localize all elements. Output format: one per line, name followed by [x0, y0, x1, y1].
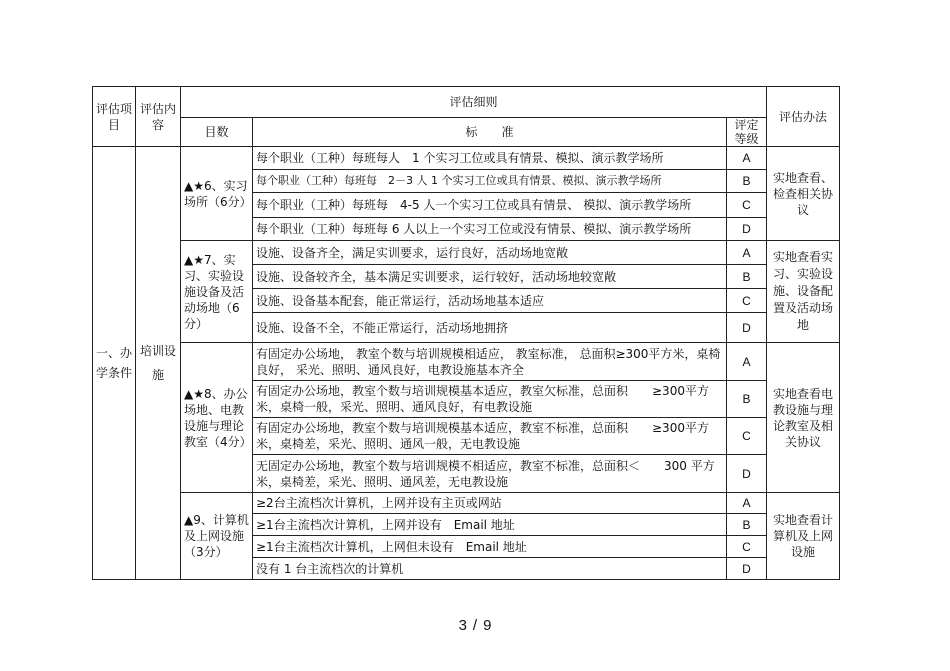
- standard-text: 设施、设备较齐全，基本满足实训要求，运行较好，活动场地较宽敞: [253, 265, 727, 289]
- standard-text: 每个职业（工种）每班每 4-5 人一个实习工位或具有情景、 模拟、演示教学场所: [253, 193, 727, 218]
- standard-text: 有固定办公场地，教室个数与培训规模基本适应，教室不标准，总面积 ≥300平方米，桌椅差，采光、照明、通风一般，无电教设施: [253, 418, 727, 455]
- item-cell: ▲★7、实习、实验设施设备及活动场地（6分）: [181, 241, 253, 343]
- standard-text: 每个职业（工种）每班每 2－3 人 1 个实习工位或具有情景、模拟、演示教学场所: [253, 170, 727, 193]
- standard-text: 设施、设备齐全，满足实训要求，运行良好，活动场地宽敞: [253, 241, 727, 265]
- grade-cell: B: [727, 514, 767, 536]
- standard-text: 每个职业（工种）每班每人 1 个实习工位或具有情景、模拟、演示教学场所: [253, 147, 727, 170]
- standard-text: 有固定办公场地， 教室个数与培训规模相适应， 教室标准， 总面积≥300平方米，桌椅良好， 采光、照明、通风良好，电教设施基本齐全: [253, 343, 727, 381]
- standard-text: ≥1台主流档次计算机，上网并设有 Email 地址: [253, 514, 727, 536]
- grade-cell: A: [727, 241, 767, 265]
- header-content: 评估内容: [136, 87, 181, 147]
- grade-cell: B: [727, 170, 767, 193]
- page-separator: /: [472, 617, 478, 634]
- standard-text: 设施、设备不全，不能正常运行，活动场地拥挤: [253, 313, 727, 343]
- method-cell: 实地查看电教设施与理论教室及相关协议: [767, 343, 840, 493]
- item-cell: ▲★6、实习场所（6分）: [181, 147, 253, 241]
- item-cell: ▲9、计算机及上网设施（3分）: [181, 493, 253, 580]
- method-cell: 实地查看计算机及上网设施: [767, 493, 840, 580]
- page-current: 3: [458, 617, 467, 634]
- grade-cell: A: [727, 493, 767, 514]
- standard-text: 没有 1 台主流档次的计算机: [253, 558, 727, 580]
- standard-text: 有固定办公场地，教室个数与培训规模基本适应，教室欠标准，总面积 ≥300平方米，桌椅一般，采光、照明、通风良好，有电教设施: [253, 381, 727, 418]
- grade-cell: C: [727, 193, 767, 218]
- header-method: 评估办法: [767, 87, 840, 147]
- standard-text: ≥2台主流档次计算机，上网并设有主页或网站: [253, 493, 727, 514]
- grade-cell: A: [727, 147, 767, 170]
- grade-cell: C: [727, 536, 767, 558]
- grade-cell: B: [727, 265, 767, 289]
- standard-text: 每个职业（工种）每班每 6 人以上一个实习工位或没有情景、模拟、演示教学场所: [253, 218, 727, 241]
- standard-text: ≥1台主流档次计算机，上网但未设有 Email 地址: [253, 536, 727, 558]
- grade-cell: C: [727, 289, 767, 313]
- header-standard: 标 准: [253, 118, 727, 147]
- page-total: 9: [483, 617, 492, 634]
- grade-cell: D: [727, 313, 767, 343]
- method-cell: 实地查看实习、实验设施、设备配置及活动场地: [767, 241, 840, 343]
- grade-cell: D: [727, 455, 767, 493]
- header-grade-level: 评定等级: [727, 118, 767, 147]
- standard-text: 设施、设备基本配套，能正常运行，活动场地基本适应: [253, 289, 727, 313]
- section-project: 一、办学条件: [93, 147, 136, 580]
- standard-text: 无固定办公场地，教室个数与培训规模不相适应，教室不标准，总面积＜ 300 平方米，桌椅差，采光、照明、通风差，无电教设施: [253, 455, 727, 493]
- grade-cell: D: [727, 218, 767, 241]
- header-item: 目数: [181, 118, 253, 147]
- method-cell: 实地查看、检查相关协议: [767, 147, 840, 241]
- page-number: [0, 617, 950, 634]
- grade-cell: D: [727, 558, 767, 580]
- grade-cell: B: [727, 381, 767, 418]
- grade-cell: C: [727, 418, 767, 455]
- item-cell: ▲★8、办公场地、电教设施与理论教室（4分）: [181, 343, 253, 493]
- grade-cell: A: [727, 343, 767, 381]
- header-details: 评估细则: [181, 87, 767, 118]
- header-project: 评估项目: [93, 87, 136, 147]
- section-content: 培训设施: [136, 147, 181, 580]
- evaluation-table: [92, 86, 840, 580]
